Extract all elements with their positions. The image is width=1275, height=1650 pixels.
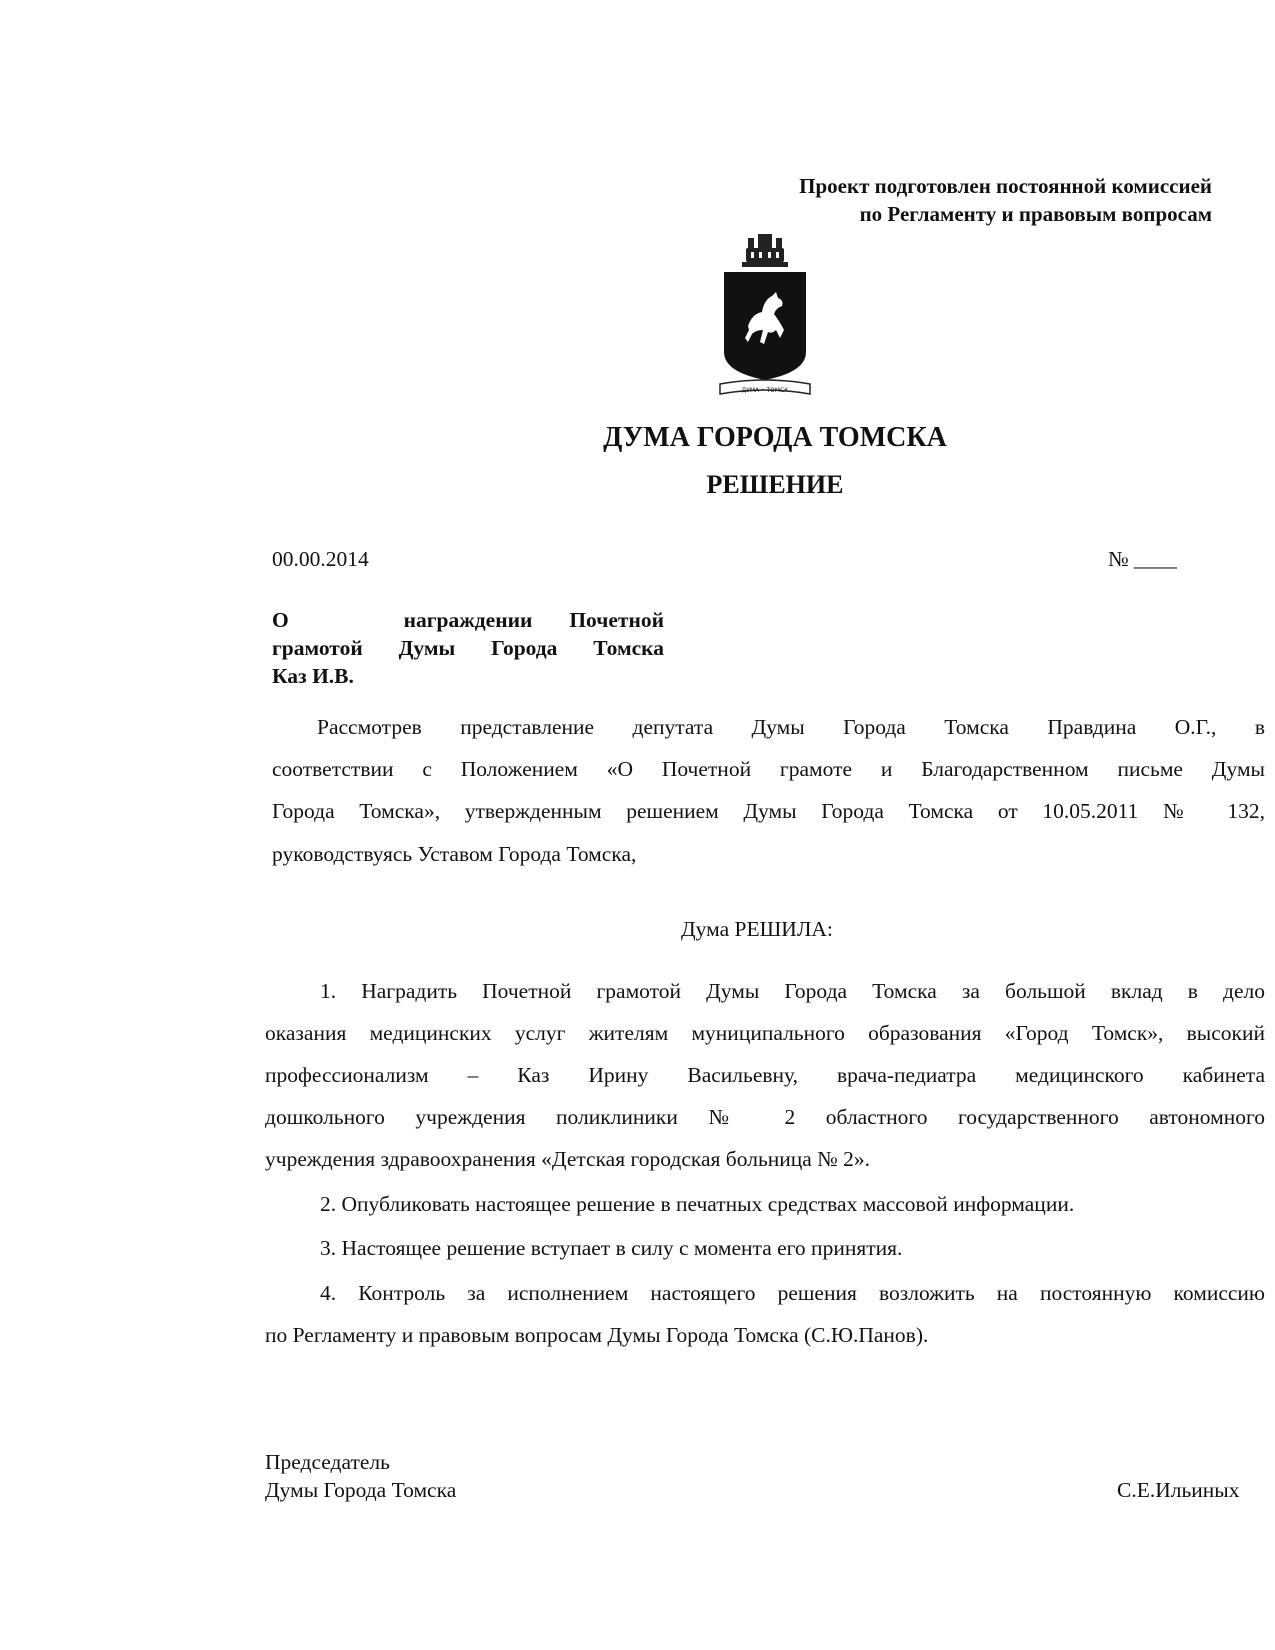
document-org-title: ДУМА ГОРОДА ТОМСКА xyxy=(603,422,947,453)
header-note-line-1: Проект подготовлен постоянной комиссией xyxy=(799,174,1212,198)
document-type-title: РЕШЕНИЕ xyxy=(706,470,844,499)
resolved-heading: Дума РЕШИЛА: xyxy=(681,917,833,941)
item-1-line-4: дошкольного учреждения поликлиники № 2 областного государственного автономного xyxy=(265,1105,1265,1129)
emblem-ribbon-text: ДУМА • ТОМСК xyxy=(741,387,789,394)
signature-role-line-1: Председатель xyxy=(265,1450,390,1474)
item-1-line-5: учреждения здравоохранения «Детская городская больница № 2». xyxy=(265,1147,870,1171)
subject-line-3: Каз И.В. xyxy=(272,664,354,688)
tomsk-coat-of-arms-icon xyxy=(718,234,812,396)
item-1-line-2: оказания медицинских услуг жителям муниципального образования «Город Томск», высокий xyxy=(265,1021,1265,1045)
item-4-line-1: 4. Контроль за исполнением настоящего решения возложить на постоянную комиссию xyxy=(320,1281,1265,1305)
subject-word-1: О xyxy=(272,608,289,632)
preamble-line-3: Города Томска», утвержденным решением Думы Города Томска от 10.05.2011 № 132, xyxy=(272,799,1265,823)
item-4-line-2: по Регламенту и правовым вопросам Думы Города Томска (С.Ю.Панов). xyxy=(265,1323,929,1347)
item-1-line-1: 1. Наградить Почетной грамотой Думы Города Томска за большой вклад в дело xyxy=(320,979,1265,1003)
header-note-line-2: по Регламенту и правовым вопросам xyxy=(859,202,1212,226)
preamble-line-2: соответствии с Положением «О Почетной грамоте и Благодарственном письме Думы xyxy=(272,757,1265,781)
item-3: 3. Настоящее решение вступает в силу с момента его принятия. xyxy=(320,1236,903,1260)
subject-word-2: награждении xyxy=(403,608,533,632)
subject-line-2: грамотой Думы Города Томска xyxy=(272,636,664,660)
preamble-line-1: Рассмотрев представление депутата Думы Города Томска Правдина О.Г., в xyxy=(317,715,1265,739)
subject-word-3: Почетной xyxy=(569,608,664,632)
header-note xyxy=(799,172,1212,228)
document-number: № ____ xyxy=(1108,547,1177,571)
preamble-line-4: руководствуясь Уставом Города Томска, xyxy=(272,842,637,866)
document-date: 00.00.2014 xyxy=(272,547,369,571)
signature-role-line-2: Думы Города Томска xyxy=(265,1478,457,1502)
item-2: 2. Опубликовать настоящее решение в печатных средствах массовой информации. xyxy=(320,1192,1075,1216)
item-1-line-3: профессионализм – Каз Ирину Васильевну, врача-педиатра медицинского кабинета xyxy=(265,1063,1265,1087)
signature-name: С.Е.Ильиных xyxy=(1117,1478,1240,1502)
